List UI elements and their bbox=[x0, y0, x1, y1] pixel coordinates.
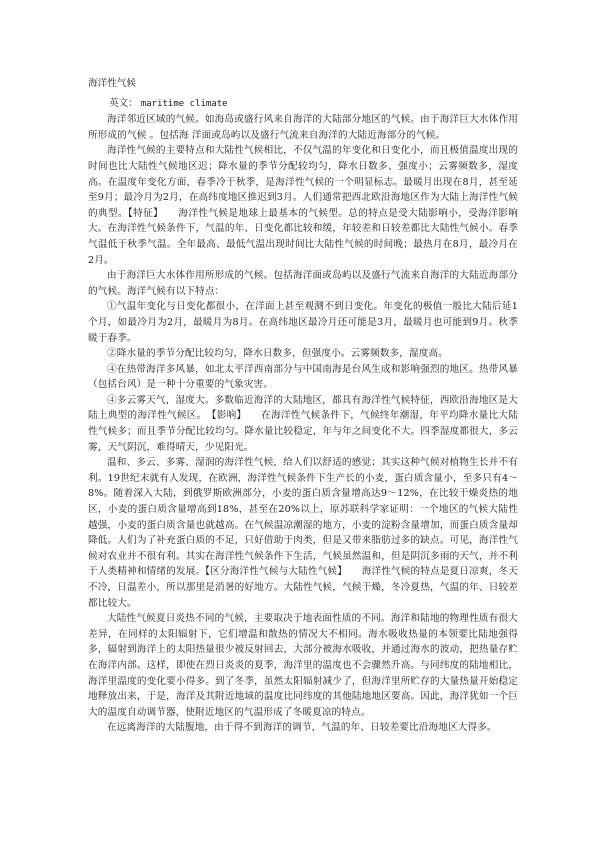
paragraph-point-2: ②降水量的季节分配比较均匀，降水日数多，但强度小。云雾频数多，湿度高。 bbox=[107, 348, 449, 360]
english-term: maritime climate bbox=[140, 98, 228, 109]
paragraph-features: 海洋性气候的主要特点和大陆性气候相比，不仅气温的年变化和日变化小，而且极值温度出现的时间也比大陆性气候地区迟；降水量的季节分配较均匀，降水日数多、强度小；云雾频数多，湿度高。在温度年变化方面，春季冷于秋季，是海洋性气候的一个明显标志。最暖月出现在8月，甚至延至9月；最冷月为2月，在高纬度地区推迟到3月。人们通常把西北欧沿海地区作为大陆上海洋性气候的典型。【特征】 海洋性气候是地球上最基本的气候型。总的特点是受大陆影响小，受海洋影响大。在海洋性气候条件下，气温的年、日变化都比较和缓，年较差和日较差都比大陆性气候小。春季气温低于秋季气温。全年最高、最低气温出现时间比大陆性气候的时间晚；最热月在8月，最冷月在2月。 bbox=[88, 145, 518, 266]
document-body bbox=[88, 76, 518, 736]
paragraph-point-1: ①气温年变化与日变化都很小，在洋面上甚至观测不到日变化。年变化的极值一般比大陆后延1个月，如最冷月为2月，最暖月为8月。在高纬地区最冷月还可能是3月，最暖月也可能到9月。秋季暖于春季。 bbox=[88, 301, 518, 344]
paragraph-point-3: ④在热带海洋多风暴，如北太平洋西南部分与中国南海是台风生成和影响强烈的地区。热带风暴（包括台风）是一种十分重要的气象灾害。 bbox=[88, 363, 518, 391]
paragraph-physics: 大陆性气候夏日炎热不同的气候，主要取决于地表面性质的不同。海洋和陆地的物理性质有很大差异，在同样的太阳辐射下，它们增温和散热的情况大不相同。海水吸收热量的本领要比陆地强得多，辐射到海洋上的太阳热量很少被反射回去，大部分被海水吸收，并通过海水的波动，把热量存贮在海洋内部。这样，即使在烈日炎炎的夏季，海洋里的温度也不会骤然升高。与同纬度的陆地相比，海洋里温度的变化要小得多。到了冬季，虽然太阳辐射减少了，但海洋里所贮存的大量热量开始稳定地释放出来，于是，海洋及其附近地域的温度比同纬度的其他陆地地区要高。因此，海洋犹如一个巨大的温度自动调节器，使附近地区的气温形成了冬暖夏凉的特点。 bbox=[88, 613, 518, 718]
document-title: 海洋性气候 bbox=[88, 78, 136, 89]
paragraph-agriculture: 温和、多云、多雾、湿润的海洋性气候，给人们以舒适的感觉；其实这种气候对植物生长并不有利。19世纪末就有人发现，在欧洲，海洋性气候条件下生产长的小麦，蛋白质含量小，至多只有4～8%。随着深入大陆，到俄罗斯欧洲部分，小麦的蛋白质含量增高达9～12%，在比较干燥炎热的地区，小麦的蛋白质含量增高到18%，甚至在20%以上，原苏联科学家证明：一个地区的气候大陆性越强，小麦的蛋白质含量也就越高。在气候温凉潮湿的地方，小麦的淀粉含量增加，而蛋白质含量却降低。人们为了补充蛋白质的不足，只好借助于肉类，但是又带来脂肪过多的缺点。可见，海洋性气候对农业并不很有利。其实在海洋性气候条件下生活，气候虽然温和，但是阴沉多雨的天气，并不利于人类精神和情绪的发展。【区分海洋性气候与大陆性气候】 海洋性气候的特点是夏日凉爽，冬天不冷，日温差小，所以那里是消暑的好地方。大陆性气候，气候干燥，冬冷夏热，气温的年、日较差都比较大。 bbox=[88, 457, 518, 609]
paragraph-point-4: ④多云雾天气，湿度大。多数临近海洋的大陆地区，都具有海洋性气候特征，西欧沿海地区是大陆上典型的海洋性气候区。 【影响】 在海洋性气候条件下，气候终年潮湿，年平均降水量比大陆性气候多；而且季节分配比较均匀。降水量比较稳定，年与年之间变化不大。四季湿度都很大，多云雾，天气阴沉，难得晴天，少见阳光。 bbox=[88, 394, 518, 453]
paragraph-definition: 海洋邻近区域的气候。如海岛或盛行风来自海洋的大陆部分地区的气候。由于海洋巨大水体作用所形成的气候 。包括海 洋面或岛屿以及盛行气流来自海洋的大陆近海部分的气候。 bbox=[88, 114, 518, 141]
english-label: 英文： bbox=[109, 97, 138, 109]
english-term-line bbox=[88, 96, 518, 113]
paragraph-inland: 在远离海洋的大陆腹地，由于得不到海洋的调节，气温的年、日较差要比沿海地区大得多。 bbox=[107, 722, 497, 734]
paragraph-intro-list: 由于海洋巨大水体作用所形成的气候。包括海洋面或岛屿以及盛行气流来自海洋的大陆近海部分的气候。海洋气候有以下特点： bbox=[88, 270, 518, 297]
